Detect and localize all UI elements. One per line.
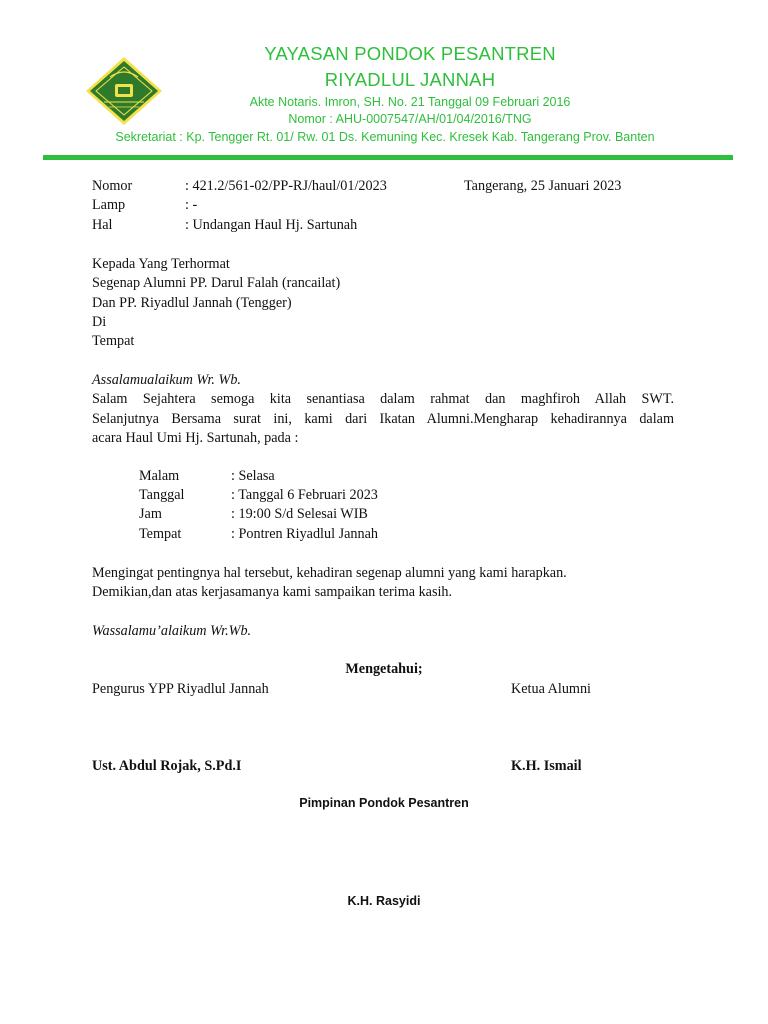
foundation-name-line1: YAYASAN PONDOK PESANTREN — [264, 43, 556, 64]
registration-number: Nomor : AHU-0007547/AH/01/04/2016/TNG — [288, 112, 532, 126]
letter-date: Tangerang, 25 Januari 2023 — [464, 178, 622, 194]
hal-value: : Undangan Haul Hj. Sartunah — [185, 217, 358, 233]
detail-label: Tanggal — [139, 487, 185, 503]
body-paragraph — [92, 390, 674, 449]
recipient-line2: Segenap Alumni PP. Darul Falah (rancailat) — [92, 275, 341, 291]
closing-greeting: Wassalamu’alaikum Wr.Wb. — [92, 623, 252, 639]
recipient-line5: Tempat — [92, 333, 135, 349]
recipient-line4: Di — [92, 314, 107, 330]
lamp-value: : - — [185, 197, 198, 213]
leader-title: Pimpinan Pondok Pesantren — [299, 796, 469, 810]
detail-label: Malam — [139, 468, 180, 484]
left-signatory-name: Ust. Abdul Rojak, S.Pd.I — [92, 758, 242, 774]
secretariat-address: Sekretariat : Kp. Tengger Rt. 01/ Rw. 01 Ds. Kemuning Kec. Kresek Kab. Tangerang Prov. Banten — [115, 130, 655, 144]
foundation-name-line2: RIYADLUL JANNAH — [324, 69, 496, 90]
detail-value: : 19:00 S/d Selesai WIB — [231, 506, 368, 522]
recipient-line3: Dan PP. Riyadlul Jannah (Tengger) — [92, 295, 292, 311]
hal-label: Hal — [92, 217, 113, 233]
body-paragraph-line3: acara Haul Umi Hj. Sartunah, pada : — [92, 430, 299, 446]
leader-name: K.H. Rasyidi — [347, 894, 421, 908]
body-paragraph-line1: Salam Sejahtera semoga kita senantiasa dalam rahmat dan maghfiroh Allah SWT. — [92, 391, 674, 407]
detail-label: Jam — [139, 506, 162, 522]
detail-value: : Pontren Riyadlul Jannah — [231, 526, 378, 542]
right-signatory-name: K.H. Ismail — [511, 758, 582, 774]
letterhead-divider — [43, 155, 733, 160]
left-signatory-title: Pengurus YPP Riyadlul Jannah — [92, 681, 269, 697]
detail-value: : Selasa — [231, 468, 275, 484]
detail-label: Tempat — [139, 526, 182, 542]
lamp-label: Lamp — [92, 197, 126, 213]
nomor-label: Nomor — [92, 178, 133, 194]
body-paragraph-line2: Selanjutnya Bersama surat ini, kami dari Ikatan Alumni.Mengharap kehadirannya dalam — [92, 410, 674, 427]
acknowledged-label: Mengetahui; — [345, 661, 423, 677]
closing-line1: Mengingat pentingnya hal tersebut, kehadiran segenap alumni yang kami harapkan. — [92, 565, 567, 581]
notary-deed: Akte Notaris. Imron, SH. No. 21 Tanggal 09 Februari 2016 — [249, 95, 571, 109]
opening-greeting: Assalamualaikum Wr. Wb. — [92, 372, 241, 388]
closing-line2: Demikian,dan atas kerjasamanya kami sampaikan terima kasih. — [92, 584, 453, 600]
recipient-line1: Kepada Yang Terhormat — [92, 256, 230, 272]
nomor-value: : 421.2/561-02/PP-RJ/haul/01/2023 — [185, 178, 387, 194]
detail-value: : Tanggal 6 Februari 2023 — [231, 487, 378, 503]
right-signatory-title: Ketua Alumni — [511, 681, 591, 697]
